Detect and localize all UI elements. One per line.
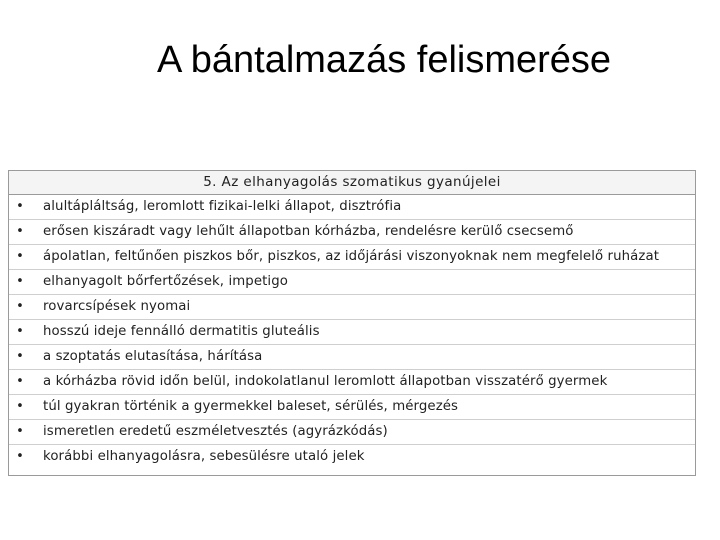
table-row xyxy=(9,370,695,395)
row-text: ismeretlen eredetű eszméletvesztés (agyrázkódás) xyxy=(43,424,388,439)
table-row xyxy=(9,220,695,245)
row-text: hosszú ideje fennálló dermatitis gluteális xyxy=(43,324,320,339)
bullet-icon: • xyxy=(16,449,24,464)
row-text: túl gyakran történik a gyermekkel baleset, sérülés, mérgezés xyxy=(43,399,459,414)
row-text: korábbi elhanyagolásra, sebesülésre utaló jelek xyxy=(43,449,365,464)
table-row xyxy=(9,320,695,345)
row-text: a szoptatás elutasítása, hárítása xyxy=(43,349,263,364)
bullet-icon: • xyxy=(16,324,24,339)
bullet-icon: • xyxy=(16,424,24,439)
table-row xyxy=(9,445,695,470)
table-row xyxy=(9,270,695,295)
table-row xyxy=(9,245,695,270)
row-text: elhanyagolt bőrfertőzések, impetigo xyxy=(43,274,288,289)
row-text: a kórházba rövid időn belül, indokolatlanul leromlott állapotban visszatérő gyermek xyxy=(43,374,608,389)
row-text: ápolatlan, feltűnően piszkos bőr, piszkos, az időjárási viszonyoknak nem megfelelő ruházat xyxy=(43,249,660,264)
table-row xyxy=(9,420,695,445)
bullet-icon: • xyxy=(16,374,24,389)
row-text: erősen kiszáradt vagy lehűlt állapotban kórházba, rendelésre kerülő csecsemő xyxy=(43,224,574,239)
table-header: 5. Az elhanyagolás szomatikus gyanújelei xyxy=(9,171,695,195)
bullet-icon: • xyxy=(16,199,24,214)
slide-title: A bántalmazás felismerése xyxy=(156,39,612,81)
bullet-icon: • xyxy=(16,299,24,314)
bullet-icon: • xyxy=(16,274,24,289)
symptoms-table xyxy=(8,170,696,476)
table-row xyxy=(9,345,695,370)
table-row xyxy=(9,195,695,220)
table-row xyxy=(9,395,695,420)
row-text: alultápláltság, leromlott fizikai-lelki állapot, disztrófia xyxy=(43,199,402,214)
bullet-icon: • xyxy=(16,399,24,414)
bullet-icon: • xyxy=(16,224,24,239)
bullet-icon: • xyxy=(16,349,24,364)
row-text: rovarcsípések nyomai xyxy=(43,299,191,314)
bullet-icon: • xyxy=(16,249,24,264)
table-row xyxy=(9,295,695,320)
